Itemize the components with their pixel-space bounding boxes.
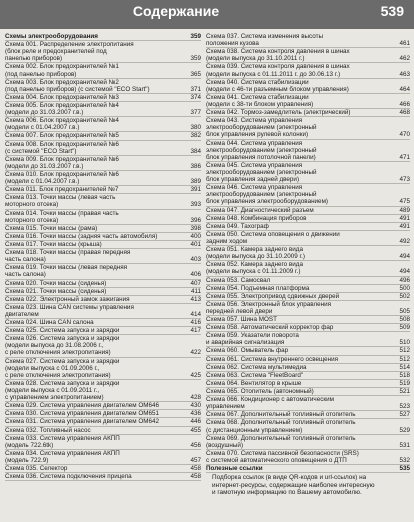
toc-entry-title: Схема 008. Блок предохранителей №6 (с системой "ECO Start") — [5, 140, 119, 155]
toc-entry[interactable] — [5, 210, 201, 225]
toc-entry-title: Схема 005. Блок предохранителей №4 (модели до 31.03.2007 г.в.) — [5, 101, 119, 117]
toc-entry-title: Схема 009. Блок предохранителей №6 (модели до 31.03.2007 г.в.) — [5, 155, 119, 170]
toc-entry[interactable] — [5, 264, 201, 279]
toc-entry-title: Схема 007. Блок предохранителей №5 — [5, 132, 119, 140]
toc-entry-page: 512 — [399, 347, 410, 355]
toc-entry-page: 407 — [190, 279, 201, 287]
toc-entry-title: Схема 060. Омыватель фар — [206, 347, 289, 355]
toc-entry-page: 491 — [399, 222, 410, 230]
toc-entry-page: 458 — [190, 473, 201, 481]
toc-entry[interactable] — [5, 63, 201, 78]
toc-entry-page: 468 — [399, 109, 410, 117]
toc-entry-page: 519 — [399, 379, 410, 387]
toc-entry-title: Схема 041. Система стабилизации (модели с 38-ти блоком управления) — [206, 93, 314, 108]
toc-entry[interactable] — [5, 280, 201, 288]
toc-entry-title: Схема 006. Блок предохранителей №4 (модели с 01.04.2007 г.в.) — [5, 117, 119, 132]
toc-entry-page: 532 — [399, 457, 410, 465]
toc-entry-title: Схема 022. Электронный замок зажигания — [5, 295, 130, 303]
toc-entry[interactable] — [5, 194, 201, 209]
toc-entry[interactable] — [206, 388, 410, 396]
toc-entry[interactable] — [5, 225, 201, 233]
toc-entry[interactable] — [5, 249, 201, 264]
toc-entry-page: 496 — [399, 276, 410, 284]
toc-entry[interactable] — [206, 223, 410, 231]
toc-entry-page: 457 — [190, 457, 201, 465]
toc-entry-title: Схема 046. Система управления электрооборудованием (электронный блок управления электрооборудованием) — [206, 184, 328, 206]
page-number: 539 — [380, 3, 404, 19]
toc-entry-page: 531 — [399, 441, 410, 449]
toc-entry-title: Схема 019. Точки массы (левая передняя часть салона) — [5, 264, 128, 279]
toc-entry[interactable] — [206, 332, 410, 347]
toc-entry[interactable] — [206, 215, 410, 223]
toc-entry-title: Схема 048. Комбинация приборов — [206, 214, 307, 222]
toc-entry[interactable] — [5, 102, 201, 117]
toc-entry-title: Схема 004. Блок предохранителей №3 — [5, 93, 119, 101]
toc-entry-title: Схема 026. Система запуска и зарядки (модели выпуска до 31.08.2006 г., с реле отключения электропитания) — [5, 335, 120, 357]
toc-entry-title: Схема 017. Точки массы (крыша) — [5, 240, 102, 248]
toc-entry-page: 422 — [190, 349, 201, 357]
toc-entry-page: 411 — [190, 287, 201, 295]
toc-entry-title: Схема 042. Тормоз-замедлитель (электрический) — [206, 109, 351, 117]
toc-entry-page: 502 — [399, 292, 410, 300]
toc-entry[interactable] — [206, 419, 410, 434]
header-bar — [0, 0, 414, 29]
toc-entry-title: Схема 018. Точки массы (правая передняя часть салона) — [5, 249, 131, 264]
toc-entry-page: 391 — [190, 186, 201, 194]
toc-entry[interactable] — [5, 435, 201, 450]
toc-entry-page: 470 — [399, 131, 410, 139]
toc-entry-page: 523 — [399, 403, 410, 411]
toc-entry-title: Схема 035. Селектор — [5, 465, 68, 473]
toc-entry-title: Схема 057. Шина MOST — [206, 316, 277, 324]
toc-section-heading[interactable] — [5, 33, 201, 41]
toc-entry[interactable] — [5, 94, 201, 102]
toc-entry[interactable] — [5, 402, 201, 410]
toc-entry[interactable] — [5, 465, 201, 473]
toc-entry-page: 425 — [190, 371, 201, 379]
toc-entry-page: 489 — [399, 206, 410, 214]
toc-entry-page: 398 — [190, 224, 201, 232]
toc-entry[interactable] — [206, 162, 410, 184]
toc-entry-title: Схема 013. Точки массы (левая часть моторного отсека) — [5, 194, 116, 209]
toc-entry-page: 393 — [190, 201, 201, 209]
toc-entry[interactable] — [206, 435, 410, 450]
toc-left-column — [5, 33, 201, 481]
toc-entry-title: Схема 062. Система мультимедиа — [206, 363, 307, 371]
toc-entry[interactable] — [5, 473, 201, 481]
toc-entry[interactable] — [206, 372, 410, 380]
toc-entry-title: Схема 047. Диагностический разъем — [206, 206, 314, 214]
toc-entry[interactable] — [5, 186, 201, 194]
toc-entry-page: 417 — [190, 327, 201, 335]
toc-entry[interactable] — [206, 231, 410, 246]
toc-entry-page: 527 — [399, 411, 410, 419]
toc-entry[interactable] — [5, 141, 201, 156]
toc-entry[interactable] — [206, 109, 410, 117]
toc-entry-page: 512 — [399, 355, 410, 363]
toc-entry-page: 400 — [190, 232, 201, 240]
toc-entry-title: Схемы электрооборудования — [5, 33, 98, 40]
toc-entry-page: 535 — [399, 465, 410, 473]
toc-entry-page: 396 — [190, 216, 201, 224]
toc-entry[interactable] — [206, 261, 410, 276]
toc-entry-page: 386 — [190, 162, 201, 170]
toc-right-column — [206, 33, 410, 496]
toc-entry-title: Схема 029. Система управления двигателем OM646 — [5, 402, 159, 410]
toc-entry-page: 463 — [399, 70, 410, 78]
toc-entry[interactable] — [206, 293, 410, 301]
toc-entry-title: Схема 055. Электропривод сдвижных дверей — [206, 292, 340, 300]
toc-entry-title: Схема 011. Блок предохранителей №7 — [5, 186, 119, 194]
toc-entry-title: Схема 031. Система управления двигателем OM642 — [5, 418, 159, 426]
toc-entry[interactable] — [5, 241, 201, 249]
toc-entry-title: Схема 002. Блок предохранителей №1 (под панелью приборов) — [5, 63, 119, 78]
toc-entry-title: Схема 024. Шина CAN салона — [5, 319, 94, 327]
toc-entry-title: Схема 003. Блок предохранителей №2 (под панелью приборов) (с системой "ECO Start") — [5, 78, 150, 93]
toc-entry-page: 494 — [399, 253, 410, 261]
toc-entry-page: 514 — [399, 363, 410, 371]
toc-entry-title: Схема 052. Камера заднего вида (модели выпуска с 01.11.2009 г.) — [206, 261, 303, 276]
toc-entry-page: 382 — [190, 132, 201, 140]
toc-entry-title: Схема 038. Система контроля давления в шинах (модели выпуска до 31.10.2011 г.) — [206, 48, 350, 63]
toc-entry-page: 389 — [190, 178, 201, 186]
toc-entry-page: 466 — [399, 100, 410, 108]
toc-entry-page: 508 — [399, 316, 410, 324]
toc-entry-page: 413 — [190, 295, 201, 303]
toc-entry-page: 430 — [190, 402, 201, 410]
toc-entry-page: 464 — [399, 85, 410, 93]
toc-entry-page: 500 — [399, 284, 410, 292]
toc-entry-title: Схема 063. Система "FleetBoard" — [206, 371, 304, 379]
toc-entry-title: Полезные ссылки — [206, 465, 263, 473]
toc-entry-title: Схема 058. Автоматический корректор фар — [206, 324, 334, 332]
toc-entry-page: 509 — [399, 324, 410, 332]
toc-entry-title: Схема 032. Топливный насос — [5, 426, 91, 434]
toc-entry[interactable] — [5, 156, 201, 171]
toc-entry-page: 403 — [190, 256, 201, 264]
toc-entry-title: Схема 043. Система управления электрооборудованием (электронный блок управления рулевой колонки) — [206, 117, 317, 139]
toc-entry-title: Схема 044. Система управления электрооборудованием (электронный блок управления потолочной панели) — [206, 139, 317, 161]
toc-entry-page: 384 — [190, 147, 201, 155]
page-title: Содержание — [132, 3, 220, 19]
toc-entry-title: Схема 028. Система запуска и зарядки (модели выпуска с 01.09.2011 г., с управлением электропитанием) — [5, 379, 120, 402]
toc-entry[interactable] — [206, 450, 410, 465]
toc-right-entries — [206, 33, 410, 473]
toc-entry[interactable] — [206, 48, 410, 63]
toc-entry-title: Схема 027. Система запуска и зарядки (модели выпуска с 01.09.2006 г., с реле отключения электропитания) — [5, 357, 120, 379]
toc-entry-title: Схема 015. Точки массы (рама) — [5, 224, 98, 232]
toc-entry-page: 491 — [399, 214, 410, 222]
toc-entry-title: Схема 025. Система запуска и зарядки — [5, 327, 120, 335]
toc-entry[interactable] — [5, 380, 201, 402]
toc-entry-page: 416 — [190, 319, 201, 327]
toc-entry-title: Схема 067. Дополнительный топливный отопитель — [206, 411, 356, 419]
toc-entry-page: 380 — [190, 124, 201, 132]
toc-entry[interactable] — [206, 117, 410, 139]
toc-entry-title: Схема 049. Тахограф — [206, 222, 269, 230]
toc-entry[interactable] — [206, 364, 410, 372]
toc-entry[interactable] — [5, 335, 201, 357]
toc-entry[interactable] — [5, 132, 201, 140]
toc-entry[interactable] — [206, 324, 410, 332]
toc-entry[interactable] — [206, 396, 410, 411]
toc-entry[interactable] — [206, 63, 410, 78]
toc-entry-title: Схема 036. Система подключения прицепа — [5, 473, 132, 481]
toc-entry[interactable] — [206, 79, 410, 94]
toc-entry-title: Схема 064. Вентилятор в крыше — [206, 379, 302, 387]
toc-entry-title: Схема 070. Система пассивной безопасности (SRS) с системой автоматического оповещения о ДТП — [206, 449, 359, 465]
toc-entry-page: 374 — [190, 93, 201, 101]
toc-entry-page: 359 — [190, 33, 201, 40]
toc-entry-page: 475 — [399, 198, 410, 206]
toc-entry-title: Схема 034. Система управления АКПП (модель 722.9) — [5, 449, 120, 465]
toc-entry-page: 510 — [399, 339, 410, 347]
toc-entry-page: 529 — [399, 426, 410, 434]
toc-entry-page: 505 — [399, 307, 410, 315]
toc-entry[interactable] — [206, 277, 410, 285]
toc-entry[interactable] — [206, 285, 410, 293]
toc-entry[interactable] — [5, 410, 201, 418]
toc-entry-title: Схема 039. Система контроля давления в шинах (модели выпуска с 01.11.2011 г. до 30.06.13 г.) — [206, 63, 350, 78]
toc-entry-page: 359 — [190, 55, 201, 63]
toc-entry-page: 471 — [399, 153, 410, 161]
toc-entry-title: Схема 040. Система стабилизации (модели с 46-ти разъемным блоком управления) — [206, 78, 349, 93]
toc-entry-page: 455 — [190, 426, 201, 434]
toc-entry[interactable] — [5, 358, 201, 380]
toc-entry-page: 446 — [190, 418, 201, 426]
toc-entry[interactable] — [206, 380, 410, 388]
toc-entry[interactable] — [5, 427, 201, 435]
toc-entry[interactable] — [5, 319, 201, 327]
toc-entry-page: 371 — [190, 85, 201, 93]
toc-entry[interactable] — [5, 79, 201, 94]
toc-entry[interactable] — [5, 418, 201, 426]
toc-entry-page: 473 — [399, 176, 410, 184]
toc-entry[interactable] — [206, 246, 410, 261]
toc-entry-page: 458 — [190, 465, 201, 473]
toc-entry-title: Схема 066. Кондиционер с автоматическим управлением — [206, 396, 334, 411]
toc-entry-title: Схема 069. Дополнительный топливный отопитель (воздушный) — [206, 434, 356, 449]
toc-entry-title: Схема 068. Дополнительный топливный отопитель (с дистанционным управлением) — [206, 419, 356, 434]
toc-entry-title: Схема 020. Точки массы (сиденья) — [5, 279, 107, 287]
toc-entry[interactable] — [206, 316, 410, 324]
toc-entry[interactable] — [5, 233, 201, 241]
toc-entry-page: 436 — [190, 410, 201, 418]
toc-entry[interactable] — [5, 296, 201, 304]
toc-entry[interactable] — [206, 301, 410, 316]
toc-entry-title: Схема 050. Система оповещения о движении задним ходом — [206, 230, 340, 245]
toc-entry-page: 461 — [399, 40, 410, 48]
toc-entry-page: 494 — [399, 268, 410, 276]
toc-entry-title: Схема 051. Камера заднего вида (модели выпуска до 31.10.2009 г.) — [206, 246, 305, 261]
toc-entry[interactable] — [5, 41, 201, 63]
toc-entry-page: 462 — [399, 55, 410, 63]
toc-entry-title: Схема 023. Шина CAN системы управления двигателем — [5, 303, 134, 318]
toc-entry-page: 521 — [399, 388, 410, 396]
toc-entry[interactable] — [206, 33, 410, 48]
toc-entry[interactable] — [5, 304, 201, 319]
toc-entry[interactable] — [5, 327, 201, 335]
toc-entry-title: Схема 030. Система управления двигателем OM651 — [5, 410, 159, 418]
toc-entry-page: 365 — [190, 70, 201, 78]
toc-entry-title: Схема 021. Точки массы (сиденья) — [5, 287, 107, 295]
toc-entry-title: Схема 037. Система изменения высоты положения кузова — [206, 33, 324, 48]
toc-entry-page: 518 — [399, 371, 410, 379]
toc-entry-title: Схема 010. Блок предохранителей №6 (модели с 01.04.2007 г.в.) — [5, 170, 119, 186]
toc-entry-title: Схема 061. Система внутреннего освещения — [206, 355, 338, 363]
toc-entry[interactable] — [206, 207, 410, 215]
links-description: Подборка ссылок (в виде QR-кодов и url-ссылок) на интернет-ресурсы, содержащие наиболее интересную и гамотную информацию по Вашему автомобилю. — [212, 474, 375, 496]
toc-entry-title: Схема 033. Система управления АКПП (модель 722.6tk) — [5, 434, 120, 449]
toc-entry-title: Схема 059. Указатели поворота и аварийная сигнализация — [206, 332, 299, 347]
toc-entry[interactable] — [206, 184, 410, 206]
toc-entry-title: Схема 054. Подъемная платформа — [206, 284, 310, 292]
toc-entry-page: 401 — [190, 240, 201, 248]
toc-entry-page: 414 — [190, 310, 201, 318]
toc-entry-page: 428 — [190, 394, 201, 402]
toc-entry-title: Схема 053. Самосвал — [206, 276, 271, 284]
toc-entry-title: Схема 056. Электронный блок управления передней левой двери — [206, 300, 332, 315]
toc-entry[interactable] — [206, 94, 410, 109]
toc-entry-page: 377 — [190, 109, 201, 117]
toc-entry-title: Схема 065. Отопитель (автономный) — [206, 388, 314, 396]
toc-entry[interactable] — [206, 356, 410, 364]
toc-entry[interactable] — [5, 171, 201, 186]
toc-entry-page: 492 — [399, 237, 410, 245]
toc-entry[interactable] — [206, 140, 410, 162]
toc-entry-title: Схема 045. Система управления электрооборудованием (электронный блок управления задней двери) — [206, 161, 317, 184]
toc-entry-title: Схема 014. Точки массы (правая часть моторного отсека) — [5, 209, 119, 224]
toc-section-heading[interactable] — [206, 465, 410, 473]
toc-entry-page: 456 — [190, 441, 201, 449]
toc-entry-page: 406 — [190, 271, 201, 279]
toc-entry[interactable] — [5, 288, 201, 296]
toc-entry[interactable] — [5, 117, 201, 132]
toc-entry[interactable] — [206, 347, 410, 355]
toc-entry[interactable] — [5, 450, 201, 465]
toc-entry-title: Схема 016. Точки массы (задняя часть автомобиля) — [5, 232, 158, 240]
toc-entry-title: Схема 001. Распределение электропитания (блок реле и предохранителей под панелью приборов) — [5, 41, 134, 63]
